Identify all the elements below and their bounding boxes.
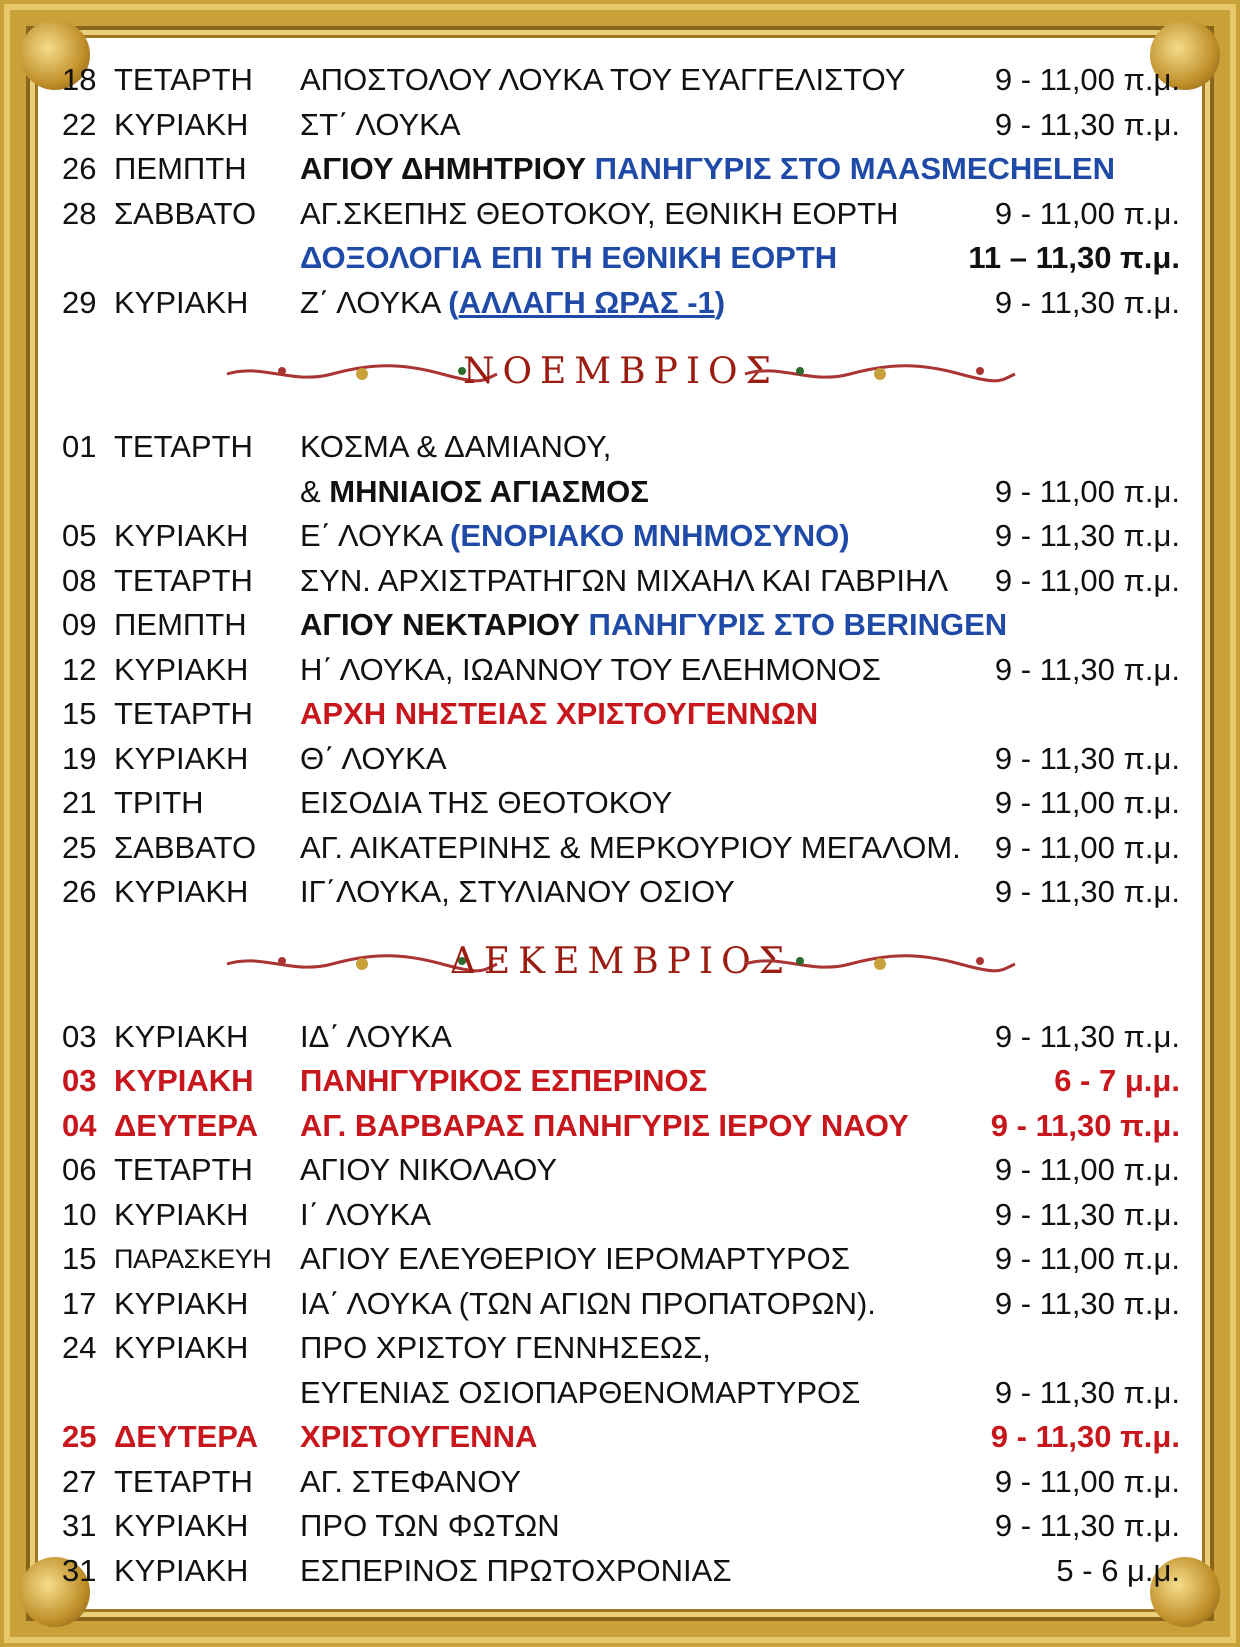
row-description (300, 103, 461, 148)
row-time: 9 - 11,00 π.μ. (994, 1463, 1180, 1499)
row-description (300, 1015, 452, 1060)
december-header (62, 915, 1180, 1015)
row-time: 5 - 6 μ.μ. (1056, 1552, 1180, 1588)
row-description (300, 648, 881, 693)
description-part: & (300, 473, 330, 509)
schedule-row (62, 781, 1180, 826)
row-description (300, 514, 850, 559)
schedule-row (62, 1104, 1180, 1149)
description-part: ΕΣΠΕΡΙΝΟΣ ΠΡΩΤΟΧΡΟΝΙΑΣ (300, 1552, 732, 1588)
row-date: 24 (62, 1330, 97, 1365)
row-date: 19 (62, 740, 97, 776)
description-part: ΙΓ΄ΛΟΥΚΑ, ΣΤΥΛΙΑΝΟΥ ΟΣΙΟΥ (300, 874, 735, 909)
row-time: 9 - 11,30 π.μ. (990, 1107, 1180, 1143)
schedule-row (62, 470, 1180, 515)
row-description (300, 603, 1007, 648)
description-part: ΠΡΟ ΤΩΝ ΦΩΤΩΝ (300, 1508, 560, 1543)
description-part: Ε΄ ΛΟΥΚΑ (300, 518, 451, 553)
description-part: ΜΗΝΙΑΙΟΣ ΑΓΙΑΣΜΟΣ (329, 473, 649, 509)
description-part: ΠΡΟ ΧΡΙΣΤΟΥ ΓΕΝΝΗΣΕΩΣ, (300, 1330, 711, 1365)
row-description (300, 1193, 431, 1238)
row-time: 9 - 11,00 π.μ. (994, 62, 1180, 97)
description-part: ΣΥΝ. ΑΡΧΙΣΤΡΑΤΗΓΩΝ ΜΙΧΑΗΛ ΚΑΙ ΓΑΒΡΙΗΛ (300, 562, 949, 598)
schedule-row (62, 1549, 1180, 1594)
row-description (300, 737, 447, 782)
row-date: 06 (62, 1152, 97, 1187)
row-description (300, 692, 818, 737)
description-part: ΑΓ.ΣΚΕΠΗΣ ΘΕΟΤΟΚΟΥ, ΕΘΝΙΚΗ ΕΟΡΤΗ (300, 195, 899, 231)
row-weekday: ΚΥΡΙΑΚΗ (114, 284, 249, 320)
row-weekday: ΚΥΡΙΑΚΗ (114, 1330, 249, 1365)
schedule-row (62, 281, 1180, 326)
row-time: 9 - 11,00 π.μ. (994, 1241, 1180, 1276)
schedule-row (62, 1326, 1180, 1371)
row-time: 9 - 11,30 π.μ. (994, 1374, 1180, 1410)
row-description (300, 281, 725, 326)
row-description (300, 1415, 537, 1460)
row-time: 9 - 11,30 π.μ. (994, 651, 1180, 687)
description-part: ΠΑΝΗΓΥΡΙΚΟΣ ΕΣΠΕΡΙΝΟΣ (300, 1063, 708, 1098)
row-date: 21 (62, 785, 97, 820)
row-weekday: ΤΕΤΑΡΤΗ (114, 429, 253, 464)
row-time: 9 - 11,00 π.μ. (994, 562, 1180, 598)
row-weekday: ΤΡΙΤΗ (114, 785, 204, 820)
row-weekday: ΚΥΡΙΑΚΗ (114, 740, 249, 776)
row-date: 27 (62, 1463, 97, 1499)
row-description (300, 826, 961, 871)
schedule-row (62, 559, 1180, 604)
row-weekday: ΚΥΡΙΑΚΗ (114, 1018, 249, 1054)
row-date: 12 (62, 651, 97, 687)
row-weekday: ΚΥΡΙΑΚΗ (114, 106, 249, 142)
description-part: ΠΑΝΗΓΥΡΙΣ ΣΤΟ MAASMECHELEN (594, 151, 1115, 186)
november-header (62, 325, 1180, 425)
schedule-row (62, 192, 1180, 237)
schedule-row (62, 737, 1180, 782)
schedule-row (62, 648, 1180, 693)
schedule-row (62, 1371, 1180, 1416)
schedule-row (62, 692, 1180, 737)
schedule-row (62, 1148, 1180, 1193)
row-time: 9 - 11,00 π.μ. (994, 195, 1180, 231)
row-date: 25 (62, 1419, 97, 1454)
schedule-row (62, 1059, 1180, 1104)
december-list (62, 1015, 1180, 1594)
row-description (300, 559, 948, 604)
schedule-row (62, 425, 1180, 470)
description-part: ΑΓΙΟΥ ΔΗΜΗΤΡΙΟΥ (300, 151, 595, 186)
row-weekday: ΚΥΡΙΑΚΗ (114, 1508, 249, 1543)
row-date: 01 (62, 429, 97, 464)
row-description (300, 1237, 850, 1282)
description-part: ΔΟΞΟΛΟΓΙΑ ΕΠΙ ΤΗ ΕΘΝΙΚΗ ΕΟΡΤΗ (300, 240, 838, 275)
row-date: 25 (62, 829, 97, 865)
row-weekday: ΚΥΡΙΑΚΗ (114, 518, 249, 553)
row-weekday: ΤΕΤΑΡΤΗ (114, 1463, 253, 1499)
schedule-row (62, 1282, 1180, 1327)
row-description (300, 425, 611, 470)
description-part: Η΄ ΛΟΥΚΑ, ΙΩΑΝΝΟΥ ΤΟΥ ΕΛΕΗΜΟΝΟΣ (300, 651, 881, 687)
row-time: 9 - 11,30 π.μ. (994, 284, 1180, 320)
row-weekday: ΠΕΜΠΤΗ (114, 151, 247, 186)
row-date: 03 (62, 1018, 97, 1054)
row-description (300, 1059, 707, 1104)
row-weekday: ΣΑΒΒΑΤΟ (114, 829, 257, 865)
description-part: (ΕΝΟΡΙΑΚΟ ΜΝΗΜΟΣΥΝΟ) (450, 518, 850, 553)
schedule-row (62, 826, 1180, 871)
row-date: 29 (62, 284, 97, 320)
description-part: Ζ΄ ΛΟΥΚΑ (300, 284, 449, 320)
schedule-row (62, 58, 1180, 103)
row-time: 9 - 11,00 π.μ. (994, 473, 1180, 509)
november-list (62, 425, 1180, 915)
row-time: 9 - 11,30 π.μ. (994, 106, 1180, 142)
row-weekday: ΔΕΥΤΕΡΑ (114, 1107, 259, 1143)
row-weekday: ΠΑΡΑΣΚΕΥΗ (114, 1244, 272, 1274)
december-title: ΔΕΚΕΜΒΡΙΟΣ (449, 940, 793, 982)
schedule-row (62, 870, 1180, 915)
schedule-row (62, 1415, 1180, 1460)
schedule-row (62, 514, 1180, 559)
row-time: 9 - 11,30 π.μ. (994, 1196, 1180, 1232)
row-description (300, 1148, 557, 1193)
row-date: 31 (62, 1508, 97, 1543)
description-part: ΑΡΧΗ ΝΗΣΤΕΙΑΣ ΧΡΙΣΤΟΥΓΕΝΝΩΝ (300, 696, 819, 731)
row-description (300, 1282, 876, 1327)
description-part: ΑΓΙΟΥ ΝΙΚΟΛΑΟΥ (300, 1152, 558, 1187)
description-part: Θ΄ ΛΟΥΚΑ (300, 740, 447, 776)
description-part: ΑΓ. ΑΙΚΑΤΕΡΙΝΗΣ & ΜΕΡΚΟΥΡΙΟΥ ΜΕΓΑΛΟΜ. (300, 829, 961, 865)
row-weekday: ΚΥΡΙΑΚΗ (114, 651, 249, 687)
row-weekday: ΠΕΜΠΤΗ (114, 607, 247, 642)
row-weekday: ΚΥΡΙΑΚΗ (114, 1196, 249, 1232)
description-part: ΑΓΙΟΥ ΝΕΚΤΑΡΙΟΥ (300, 607, 589, 642)
row-time: 9 - 11,30 π.μ. (994, 740, 1180, 776)
row-date: 26 (62, 874, 97, 909)
row-date: 10 (62, 1196, 97, 1232)
schedule-row (62, 236, 1180, 281)
row-date: 26 (62, 151, 97, 186)
description-part: ΠΑΝΗΓΥΡΙΣ ΣΤΟ BERINGEN (588, 607, 1008, 642)
row-time: 9 - 11,30 π.μ. (994, 1285, 1180, 1321)
row-time: 9 - 11,00 π.μ. (994, 785, 1180, 820)
row-weekday: ΤΕΤΑΡΤΗ (114, 562, 253, 598)
description-part: ΕΙΣΟΔΙΑ ΤΗΣ ΘΕΟΤΟΚΟΥ (300, 785, 673, 820)
row-description (300, 870, 735, 915)
november-title: ΝΟΕΜΒΡΙΟΣ (462, 351, 780, 392)
row-weekday: ΣΑΒΒΑΤΟ (114, 195, 257, 231)
row-description (300, 781, 672, 826)
row-weekday: ΤΕΤΑΡΤΗ (114, 1152, 253, 1187)
row-date: 31 (62, 1552, 97, 1588)
row-time: 9 - 11,00 π.μ. (994, 1152, 1180, 1187)
schedule-row (62, 1015, 1180, 1060)
description-part: ) (714, 284, 726, 320)
schedule-row (62, 103, 1180, 148)
flourish-right-icon (740, 363, 1020, 385)
row-date: 22 (62, 106, 97, 142)
row-time: 9 - 11,30 π.μ. (994, 1508, 1180, 1543)
row-weekday: ΤΕΤΑΡΤΗ (114, 696, 253, 731)
flourish-right-icon (740, 953, 1020, 975)
row-date: 18 (62, 62, 97, 97)
schedule-row (62, 147, 1180, 192)
row-description (300, 58, 905, 103)
description-part: ΙΔ΄ ΛΟΥΚΑ (300, 1018, 452, 1054)
row-date: 05 (62, 518, 97, 553)
row-time: 9 - 11,30 π.μ. (994, 518, 1180, 553)
row-time: 9 - 11,30 π.μ. (994, 874, 1180, 909)
description-part: ΕΥΓΕΝΙΑΣ ΟΣΙΟΠΑΡΘΕΝΟΜΑΡΤΥΡΟΣ (300, 1374, 861, 1410)
schedule-row (62, 603, 1180, 648)
row-description (300, 470, 649, 515)
row-date: 04 (62, 1107, 97, 1143)
schedule-row (62, 1504, 1180, 1549)
row-weekday: ΚΥΡΙΑΚΗ (114, 874, 249, 909)
row-weekday: ΚΥΡΙΑΚΗ (114, 1063, 254, 1098)
row-time: 9 - 11,00 π.μ. (994, 829, 1180, 865)
row-date: 09 (62, 607, 97, 642)
october-list (62, 58, 1180, 325)
row-date: 15 (62, 696, 97, 731)
row-date: 15 (62, 1241, 97, 1276)
row-description (300, 1549, 732, 1594)
row-description (300, 1460, 521, 1505)
row-weekday: ΔΕΥΤΕΡΑ (114, 1419, 259, 1454)
row-description (300, 1326, 711, 1371)
row-description (300, 192, 898, 237)
schedule-row (62, 1460, 1180, 1505)
description-part: ΙΑ΄ ΛΟΥΚΑ (ΤΩΝ ΑΓΙΩΝ ΠΡΟΠΑΤΟΡΩΝ). (300, 1285, 876, 1321)
row-time: 9 - 11,30 π.μ. (990, 1419, 1180, 1454)
row-description (300, 1504, 560, 1549)
description-part: ΣΤ΄ ΛΟΥΚΑ (300, 106, 461, 142)
row-time: 6 - 7 μ.μ. (1054, 1063, 1180, 1098)
row-weekday: ΚΥΡΙΑΚΗ (114, 1552, 249, 1588)
description-part: ( (448, 284, 459, 320)
description-part: ΑΛΛΑΓΗ ΩΡΑΣ -1 (458, 284, 715, 320)
description-part: ΑΠΟΣΤΟΛΟΥ ΛΟΥΚΑ ΤΟΥ ΕΥΑΓΓΕΛΙΣΤΟΥ (300, 62, 906, 97)
row-description (300, 1371, 860, 1416)
row-description (300, 147, 1115, 192)
row-time: 11 – 11,30 π.μ. (968, 240, 1180, 275)
schedule-row (62, 1193, 1180, 1238)
description-part: ΚΟΣΜΑ & ΔΑΜΙΑΝΟΥ, (300, 429, 612, 464)
description-part: Ι΄ ΛΟΥΚΑ (300, 1196, 432, 1232)
row-description (300, 236, 837, 281)
description-part: ΧΡΙΣΤΟΥΓΕΝΝΑ (300, 1419, 538, 1454)
row-time: 9 - 11,30 π.μ. (994, 1018, 1180, 1054)
description-part: ΑΓΙΟΥ ΕΛΕΥΘΕΡΙΟΥ ΙΕΡΟΜΑΡΤΥΡΟΣ (300, 1241, 850, 1276)
description-part: ΑΓ. ΣΤΕΦΑΝΟΥ (300, 1463, 522, 1499)
row-date: 03 (62, 1063, 97, 1098)
row-weekday: ΚΥΡΙΑΚΗ (114, 1285, 249, 1321)
row-date: 08 (62, 562, 97, 598)
description-part: ΑΓ. ΒΑΡΒΑΡΑΣ ΠΑΝΗΓΥΡΙΣ ΙΕΡΟΥ ΝΑΟΥ (300, 1107, 909, 1143)
row-weekday: ΤΕΤΑΡΤΗ (114, 62, 253, 97)
schedule-row (62, 1237, 1180, 1282)
row-date: 28 (62, 195, 97, 231)
schedule (62, 58, 1180, 1593)
row-date: 17 (62, 1285, 97, 1321)
row-description (300, 1104, 909, 1149)
